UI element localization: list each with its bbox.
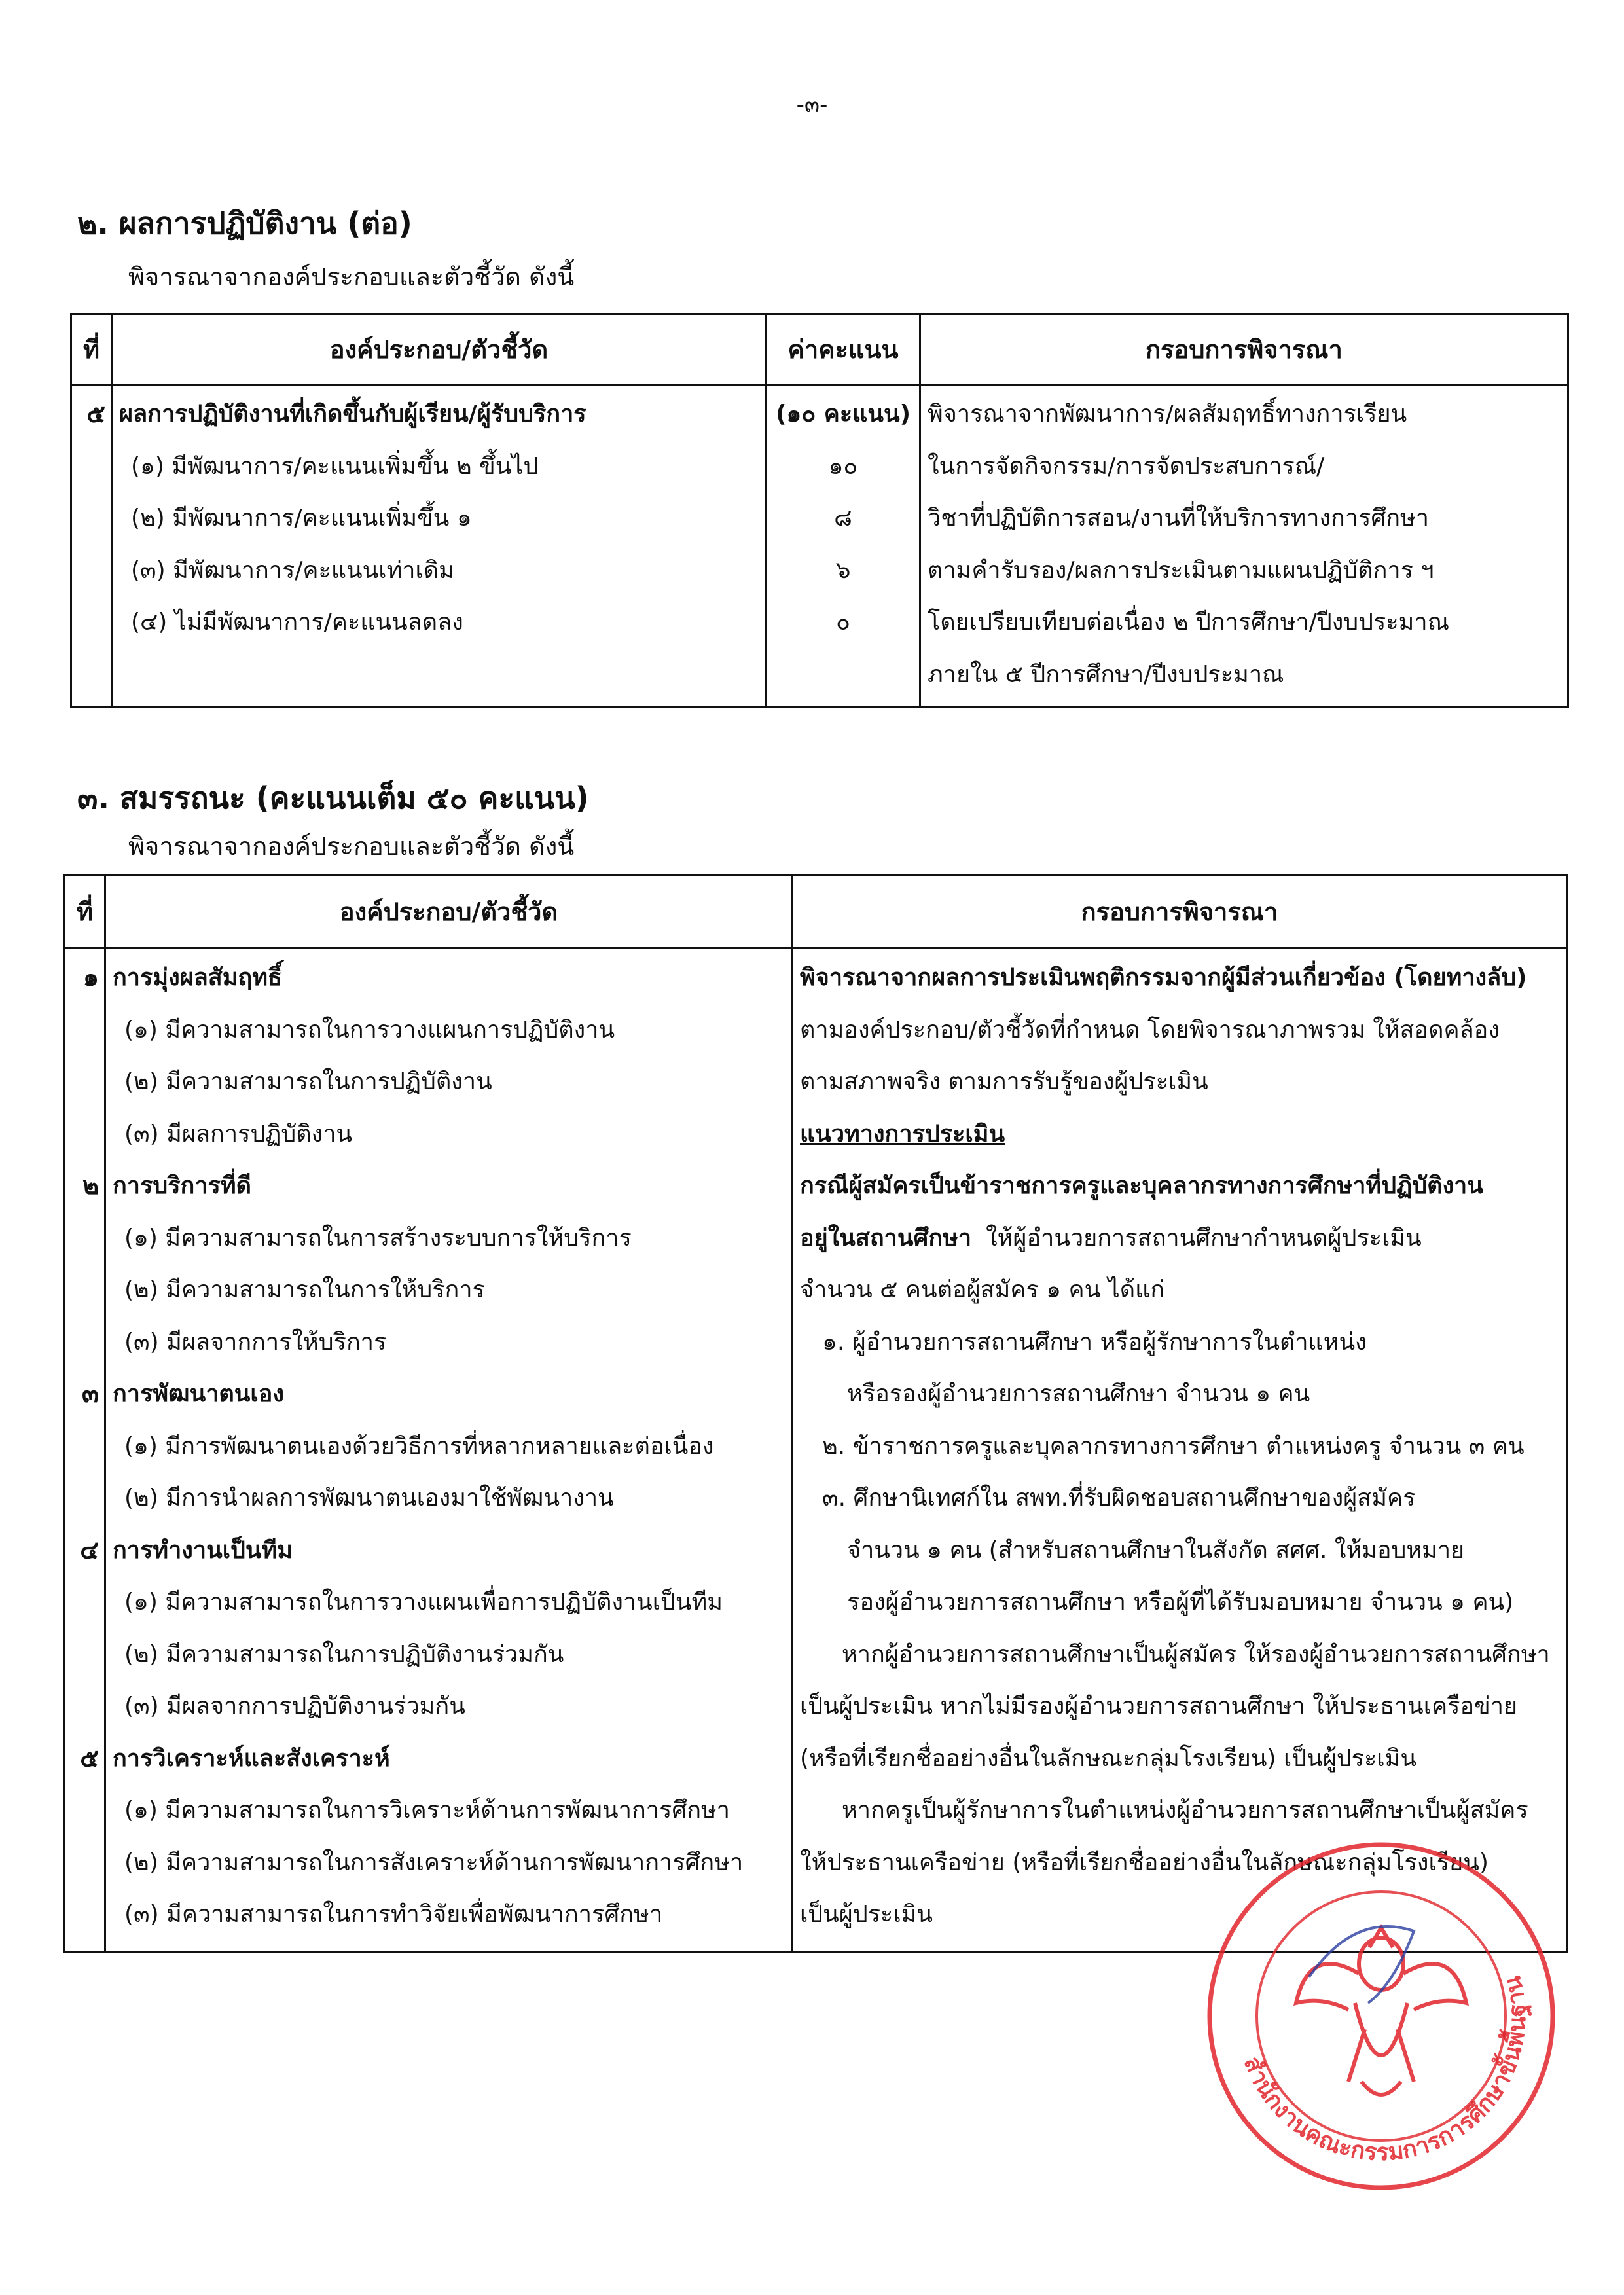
indicator-item: (๒) มีความสามารถในการปฏิบัติงานร่วมกัน (124, 1640, 564, 1668)
indicator-item: (๑) มีพัฒนาการ/คะแนนเพิ่มขึ้น ๒ ขึ้นไป (131, 452, 539, 480)
score-value: ๘ (834, 505, 852, 532)
indicator-item: (๑) มีความสามารถในการวางแผนเพื่อการปฏิบัติงานเป็นทีม (124, 1589, 723, 1616)
framework-line: ตามคำรับรอง/ผลการประเมินตามแผนปฏิบัติการ ฯ (928, 556, 1434, 584)
evaluator-item: จำนวน ๑ คน (สำหรับสถานศึกษาในสังกัด สศศ. ให้มอบหมาย (847, 1536, 1465, 1564)
case-instruction: ให้ผู้อำนวยการสถานศึกษากำหนดผู้ประเมิน (986, 1224, 1422, 1252)
indicator-item: (๒) มีพัฒนาการ/คะแนนเพิ่มขึ้น ๑ (131, 505, 472, 532)
indicator-item: (๔) ไม่มีพัฒนาการ/คะแนนลดลง (131, 609, 463, 636)
score-value: ๐ (836, 609, 850, 636)
indicator-item: (๒) มีการนำผลการพัฒนาตนเองมาใช้พัฒนางาน (124, 1485, 614, 1511)
paragraph-line: เป็นผู้ประเมิน หากไม่มีรองผู้อำนวยการสถานศึกษา ให้ประธานเครือข่าย (800, 1693, 1518, 1720)
framework-line: ตามสภาพจริง ตามการรับรู้ของผู้ประเมิน (800, 1068, 1208, 1095)
indicator-item: (๓) มีความสามารถในการทำวิจัยเพื่อพัฒนาการศึกษา (124, 1901, 662, 1928)
indicator-item: (๑) มีความสามารถในการวิเคราะห์ด้านการพัฒนาการศึกษา (124, 1797, 730, 1824)
competency-title: การพัฒนาตนเอง (113, 1381, 284, 1407)
page-number: -๓- (796, 92, 828, 118)
header-framework: กรอบการพิจารณา (793, 875, 1567, 949)
indicator-item: (๓) มีผลจากการให้บริการ (124, 1328, 387, 1356)
framework-line: ภายใน ๕ ปีการศึกษา/ปีงบประมาณ (928, 660, 1284, 688)
score-total: (๑๐ คะแนน) (775, 401, 911, 427)
row-number: ๕ (86, 399, 105, 428)
garuda-emblem-icon (1296, 1928, 1466, 2095)
performance-table (70, 313, 1569, 708)
evaluator-item: รองผู้อำนวยการสถานศึกษา หรือผู้ที่ได้รับมอบหมาย จำนวน ๑ คน) (847, 1589, 1514, 1616)
competency-number: ๔ (80, 1535, 99, 1564)
competency-title: การวิเคราะห์และสังเคราะห์ (113, 1744, 390, 1772)
header-score: ค่าคะแนน (767, 314, 920, 385)
header-framework: กรอบการพิจารณา (920, 314, 1568, 385)
header-no: ที่ (71, 314, 112, 385)
paragraph-line: (หรือที่เรียกชื่ออย่างอื่นในลักษณะกลุ่มโรงเรียน) เป็นผู้ประเมิน (800, 1744, 1416, 1772)
case-title: กรณีผู้สมัครเป็นข้าราชการครูและบุคลากรทางการศึกษาที่ปฏิบัติงาน (800, 1172, 1483, 1199)
official-seal (1198, 1833, 1564, 2199)
paragraph-line: หากครูเป็นผู้รักษาการในตำแหน่งผู้อำนวยการสถานศึกษาเป็นผู้สมัคร (842, 1797, 1528, 1824)
score-value: ๖ (835, 556, 851, 584)
indicator-item: (๑) มีความสามารถในการวางแผนการปฏิบัติงาน (124, 1016, 615, 1043)
competency-title: การมุ่งผลสัมฤทธิ์ (113, 964, 283, 991)
indicator-item: (๑) มีการพัฒนาตนเองด้วยวิธีการที่หลากหลายและต่อเนื่อง (124, 1432, 714, 1460)
evaluator-item: หรือรองผู้อำนวยการสถานศึกษา จำนวน ๑ คน (847, 1381, 1310, 1407)
header-component: องค์ประกอบ/ตัวชี้วัด (112, 314, 767, 385)
competency-table (63, 874, 1568, 1953)
section3-heading: ๓. สมรรถนะ (คะแนนเต็ม ๕๐ คะแนน) (77, 780, 589, 816)
section2-intro: พิจารณาจากองค์ประกอบและตัวชี้วัด ดังนี้ (128, 262, 575, 291)
seal-text: สำนักงานคณะกรรมการการศึกษาขั้นพื้นฐาน (1238, 1973, 1532, 2167)
framework-line: โดยเปรียบเทียบต่อเนื่อง ๒ ปีการศึกษา/ปีงบประมาณ (928, 609, 1450, 636)
competency-number: ๒ (82, 1171, 99, 1200)
indicator-item: (๓) มีผลจากการปฏิบัติงานร่วมกัน (124, 1693, 465, 1720)
framework-line: ในการจัดกิจกรรม/การจัดประสบการณ์/ (928, 452, 1325, 480)
guideline-title: แนวทางการประเมิน (800, 1120, 1005, 1148)
indicator-item: (๒) มีความสามารถในการปฏิบัติงาน (124, 1068, 492, 1095)
competency-title: การทำงานเป็นทีม (113, 1536, 293, 1564)
case-title-cont: อยู่ในสถานศึกษา (800, 1224, 972, 1252)
competency-number: ๕ (80, 1743, 99, 1773)
framework-line: ตามองค์ประกอบ/ตัวชี้วัดที่กำหนด โดยพิจารณาภาพรวม ให้สอดคล้อง (800, 1016, 1500, 1043)
header-no: ที่ (65, 875, 105, 949)
framework-line: พิจารณาจากพัฒนาการ/ผลสัมฤทธิ์ทางการเรียน (928, 401, 1407, 427)
score-value: ๑๐ (828, 452, 858, 480)
indicator-item: (๓) มีผลการปฏิบัติงาน (124, 1120, 353, 1148)
header-component: องค์ประกอบ/ตัวชี้วัด (105, 875, 793, 949)
competency-number: ๓ (82, 1379, 99, 1408)
indicator-item: (๒) มีความสามารถในการให้บริการ (124, 1276, 485, 1303)
competency-title: การบริการที่ดี (113, 1172, 251, 1199)
evaluator-item: ๒. ข้าราชการครูและบุคลากรทางการศึกษา ตำแหน่งครู จำนวน ๓ คน (822, 1432, 1525, 1460)
paragraph-line: ให้ประธานเครือข่าย (หรือที่เรียกชื่ออย่างอื่นในลักษณะกลุ่มโรงเรียน) (800, 1849, 1489, 1876)
section3-intro: พิจารณาจากองค์ประกอบและตัวชี้วัด ดังนี้ (128, 832, 575, 861)
section2-heading: ๒. ผลการปฏิบัติงาน (ต่อ) (77, 206, 412, 241)
row-title: ผลการปฏิบัติงานที่เกิดขึ้นกับผู้เรียน/ผู้รับบริการ (119, 401, 586, 427)
evaluator-count: จำนวน ๕ คนต่อผู้สมัคร ๑ คน ได้แก่ (800, 1276, 1165, 1303)
paragraph-line: เป็นผู้ประเมิน (800, 1901, 933, 1928)
indicator-item: (๓) มีพัฒนาการ/คะแนนเท่าเดิม (131, 556, 454, 584)
paragraph-line: หากผู้อำนวยการสถานศึกษาเป็นผู้สมัคร ให้รองผู้อำนวยการสถานศึกษา (842, 1640, 1550, 1668)
framework-lead: พิจารณาจากผลการประเมินพฤติกรรมจากผู้มีส่วนเกี่ยวข้อง (โดยทางลับ) (800, 964, 1527, 991)
evaluator-item: ๓. ศึกษานิเทศก์ใน สพท.ที่รับผิดชอบสถานศึกษาของผู้สมัคร (822, 1485, 1416, 1511)
competency-number: ๑ (82, 963, 99, 992)
indicator-item: (๒) มีความสามารถในการสังเคราะห์ด้านการพัฒนาการศึกษา (124, 1849, 744, 1876)
framework-line: วิชาที่ปฏิบัติการสอน/งานที่ให้บริการทางการศึกษา (928, 505, 1429, 532)
indicator-item: (๑) มีความสามารถในการสร้างระบบการให้บริการ (124, 1224, 632, 1252)
evaluator-item: ๑. ผู้อำนวยการสถานศึกษา หรือผู้รักษาการในตำแหน่ง (822, 1328, 1367, 1356)
